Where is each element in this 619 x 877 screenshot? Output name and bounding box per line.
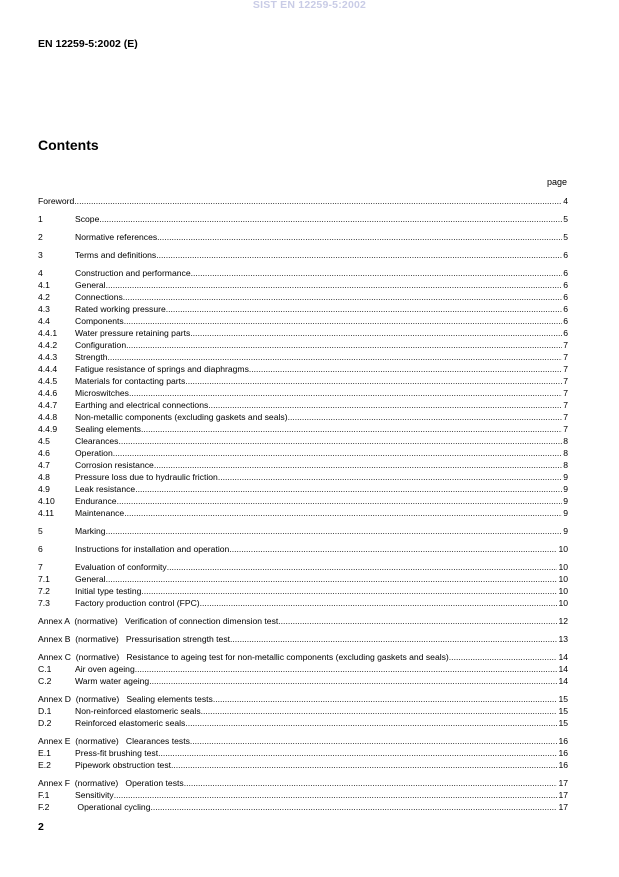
toc-section-number: 3 bbox=[38, 250, 43, 260]
toc-entry[interactable] bbox=[38, 597, 568, 609]
toc-dot-leader bbox=[135, 663, 558, 675]
toc-entry[interactable] bbox=[38, 375, 568, 387]
toc-dot-leader bbox=[124, 507, 562, 519]
toc-page-number: 10 bbox=[558, 562, 568, 572]
toc-page-number: 17 bbox=[558, 790, 568, 800]
toc-section-number: 4.4 bbox=[38, 316, 50, 326]
toc-entry[interactable] bbox=[38, 363, 568, 375]
toc-entry[interactable] bbox=[38, 663, 568, 675]
toc-dot-leader bbox=[106, 525, 563, 537]
toc-entry[interactable] bbox=[38, 303, 568, 315]
toc-dot-leader bbox=[230, 633, 557, 645]
toc-entry[interactable] bbox=[38, 411, 568, 423]
toc-page-number: 7 bbox=[563, 412, 568, 422]
toc-entry[interactable] bbox=[38, 735, 568, 747]
toc-dot-leader bbox=[249, 363, 562, 375]
toc-page-number: 6 bbox=[563, 292, 568, 302]
toc-section-number: 4.5 bbox=[38, 436, 50, 446]
toc-title: Rated working pressure bbox=[75, 304, 166, 314]
toc-title: Water pressure retaining parts bbox=[75, 328, 191, 338]
toc-dot-leader bbox=[106, 279, 563, 291]
toc-entry[interactable] bbox=[38, 717, 568, 729]
toc-entry[interactable] bbox=[38, 231, 568, 243]
toc-entry[interactable] bbox=[38, 615, 568, 627]
toc-section-number: C.1 bbox=[38, 664, 52, 674]
toc-section-number: E.2 bbox=[38, 760, 51, 770]
toc-page-number: 6 bbox=[563, 328, 568, 338]
toc-title: Leak resistance bbox=[75, 484, 136, 494]
toc-section-number: 4.8 bbox=[38, 472, 50, 482]
toc-section-number: 4 bbox=[38, 268, 43, 278]
toc-title: Operation bbox=[75, 448, 113, 458]
toc-title: Foreword bbox=[38, 196, 75, 206]
toc-section-number: 4.10 bbox=[38, 496, 55, 506]
toc-section-number: 4.9 bbox=[38, 484, 50, 494]
toc-page-number: 14 bbox=[558, 652, 568, 662]
toc-page-number: 10 bbox=[558, 586, 568, 596]
toc-dot-leader bbox=[201, 705, 558, 717]
toc-page-number: 7 bbox=[563, 424, 568, 434]
toc-dot-leader bbox=[135, 483, 562, 495]
toc-section-number: 4.4.5 bbox=[38, 376, 58, 386]
toc-dot-leader bbox=[129, 387, 562, 399]
toc-title: Warm water ageing bbox=[75, 676, 150, 686]
toc-dot-leader bbox=[117, 495, 563, 507]
toc-title: Corrosion resistance bbox=[75, 460, 154, 470]
toc-title: Press-fit brushing test bbox=[75, 748, 159, 758]
toc-entry[interactable] bbox=[38, 279, 568, 291]
toc-page-number: 6 bbox=[563, 268, 568, 278]
toc-section-number: 7.3 bbox=[38, 598, 50, 608]
toc-title: Fatigue resistance of springs and diaphragms bbox=[75, 364, 249, 374]
toc-entry[interactable] bbox=[38, 483, 568, 495]
toc-page-number: 6 bbox=[563, 316, 568, 326]
toc-section-number: 2 bbox=[38, 232, 43, 242]
toc-title: General bbox=[75, 280, 106, 290]
toc-entry[interactable] bbox=[38, 633, 568, 645]
toc-dot-leader bbox=[123, 291, 562, 303]
toc-title: Instructions for installation and operation bbox=[75, 544, 230, 554]
page-number: 2 bbox=[38, 821, 44, 833]
toc-dot-leader bbox=[208, 399, 562, 411]
toc-title: Factory production control (FPC) bbox=[75, 598, 200, 608]
toc-title: Endurance bbox=[75, 496, 117, 506]
toc-entry[interactable] bbox=[38, 801, 568, 813]
toc-section-number: 4.1 bbox=[38, 280, 50, 290]
toc-section-number: D.2 bbox=[38, 718, 52, 728]
toc-dot-leader bbox=[106, 573, 558, 585]
toc-page-number: 7 bbox=[563, 352, 568, 362]
toc-entry[interactable] bbox=[38, 471, 568, 483]
toc-dot-leader bbox=[213, 693, 558, 705]
toc-section-number: F.2 bbox=[38, 802, 50, 812]
toc-title: Reinforced elastomeric seals bbox=[75, 718, 186, 728]
toc-dot-leader bbox=[278, 615, 557, 627]
toc-dot-leader bbox=[149, 675, 557, 687]
toc-title: Materials for contacting parts bbox=[75, 376, 186, 386]
toc-page-number: 8 bbox=[563, 436, 568, 446]
toc-dot-leader bbox=[150, 801, 557, 813]
toc-dot-leader bbox=[190, 735, 558, 747]
toc-section-number: 7.2 bbox=[38, 586, 50, 596]
toc-page-number: 8 bbox=[563, 460, 568, 470]
toc-entry[interactable] bbox=[38, 705, 568, 717]
toc-entry[interactable] bbox=[38, 195, 568, 207]
toc-page-number: 4 bbox=[563, 196, 568, 206]
toc-page-number: 8 bbox=[563, 448, 568, 458]
toc-page-number: 6 bbox=[563, 280, 568, 290]
toc-entry[interactable] bbox=[38, 747, 568, 759]
toc-title: Marking bbox=[75, 526, 106, 536]
toc-title: Annex D (normative) Sealing elements tests bbox=[38, 694, 213, 704]
toc-dot-leader bbox=[158, 747, 557, 759]
toc-title: Clearances bbox=[75, 436, 119, 446]
toc-entry[interactable] bbox=[38, 327, 568, 339]
toc-page-number: 7 bbox=[563, 340, 568, 350]
toc-page-number: 7 bbox=[563, 376, 568, 386]
toc-page-number: 7 bbox=[563, 388, 568, 398]
toc-page-number: 12 bbox=[558, 616, 568, 626]
toc-page-number: 9 bbox=[563, 496, 568, 506]
toc-dot-leader bbox=[156, 249, 562, 261]
toc-dot-leader bbox=[108, 351, 563, 363]
toc-section-number: 4.3 bbox=[38, 304, 50, 314]
toc-title: Annex C (normative) Resistance to ageing test for non-metallic components (excluding gaskets and seals) bbox=[38, 652, 449, 662]
toc-entry[interactable] bbox=[38, 291, 568, 303]
toc-page-number: 9 bbox=[563, 508, 568, 518]
contents-heading: Contents bbox=[38, 137, 99, 153]
toc-dot-leader bbox=[229, 543, 557, 555]
toc-entry[interactable] bbox=[38, 777, 568, 789]
toc-page-number: 5 bbox=[563, 232, 568, 242]
toc-page-number: 16 bbox=[558, 748, 568, 758]
toc-page-number: 14 bbox=[558, 664, 568, 674]
toc-dot-leader bbox=[157, 231, 562, 243]
toc-dot-leader bbox=[124, 315, 562, 327]
toc-section-number: 4.4.2 bbox=[38, 340, 58, 350]
toc-entry[interactable] bbox=[38, 249, 568, 261]
toc-page-number: 17 bbox=[558, 802, 568, 812]
toc-page-number: 15 bbox=[558, 706, 568, 716]
toc-page-number: 6 bbox=[563, 304, 568, 314]
toc-page-number: 15 bbox=[558, 718, 568, 728]
toc-title: Pressure loss due to hydraulic friction bbox=[75, 472, 218, 482]
toc-section-number: 4.4.3 bbox=[38, 352, 58, 362]
toc-page-number: 9 bbox=[563, 484, 568, 494]
toc-title: Evaluation of conformity bbox=[75, 562, 167, 572]
toc-dot-leader bbox=[154, 459, 562, 471]
toc-title: Annex F (normative) Operation tests bbox=[38, 778, 184, 788]
toc-title: Earthing and electrical connections bbox=[75, 400, 209, 410]
toc-entry[interactable] bbox=[38, 561, 568, 573]
toc-dot-leader bbox=[126, 339, 562, 351]
toc-dot-leader bbox=[449, 651, 558, 663]
toc-dot-leader bbox=[171, 759, 557, 771]
toc-section-number: 7 bbox=[38, 562, 43, 572]
toc-entry[interactable] bbox=[38, 315, 568, 327]
toc-section-number: 4.4.9 bbox=[38, 424, 58, 434]
toc-title: Operational cycling bbox=[75, 802, 151, 812]
toc-page-number: 13 bbox=[558, 634, 568, 644]
toc-entry[interactable] bbox=[38, 267, 568, 279]
toc-page-number: 7 bbox=[563, 400, 568, 410]
toc-entry[interactable] bbox=[38, 459, 568, 471]
toc-dot-leader bbox=[114, 789, 558, 801]
toc-title: Terms and definitions bbox=[75, 250, 157, 260]
toc-entry[interactable] bbox=[38, 573, 568, 585]
toc-page-number: 16 bbox=[558, 760, 568, 770]
toc-title: Maintenance bbox=[75, 508, 125, 518]
toc-page-number: 5 bbox=[563, 214, 568, 224]
toc-title: Sealing elements bbox=[75, 424, 141, 434]
toc-section-number: D.1 bbox=[38, 706, 52, 716]
toc-entry[interactable] bbox=[38, 399, 568, 411]
toc-dot-leader bbox=[288, 411, 563, 423]
toc-dot-leader bbox=[218, 471, 562, 483]
toc-title: Non-metallic components (excluding gaskets and seals) bbox=[75, 412, 288, 422]
toc-section-number: 4.4.8 bbox=[38, 412, 58, 422]
watermark: SIST EN 12259-5:2002 bbox=[252, 0, 367, 11]
document-id: EN 12259-5:2002 (E) bbox=[38, 38, 138, 50]
toc-entry[interactable] bbox=[38, 495, 568, 507]
toc-title: Annex E (normative) Clearances tests bbox=[38, 736, 190, 746]
toc-dot-leader bbox=[167, 561, 558, 573]
toc-page-number: 16 bbox=[558, 736, 568, 746]
toc-dot-leader bbox=[166, 303, 562, 315]
toc-title: Initial type testing bbox=[75, 586, 142, 596]
table-of-contents bbox=[38, 195, 568, 813]
toc-section-number: F.1 bbox=[38, 790, 50, 800]
toc-title: Pipework obstruction test bbox=[75, 760, 172, 770]
toc-page-number: 14 bbox=[558, 676, 568, 686]
toc-title: Annex A (normative) Verification of connection dimension test bbox=[38, 616, 279, 626]
toc-page-number: 17 bbox=[558, 778, 568, 788]
toc-dot-leader bbox=[113, 447, 562, 459]
toc-dot-leader bbox=[141, 423, 562, 435]
toc-title: Strength bbox=[75, 352, 108, 362]
toc-dot-leader bbox=[184, 777, 558, 789]
toc-page-number: 15 bbox=[558, 694, 568, 704]
toc-dot-leader bbox=[200, 597, 558, 609]
toc-dot-leader bbox=[141, 585, 557, 597]
toc-dot-leader bbox=[185, 717, 557, 729]
toc-entry[interactable] bbox=[38, 693, 568, 705]
toc-section-number: E.1 bbox=[38, 748, 51, 758]
toc-page-number: 10 bbox=[558, 598, 568, 608]
page-column-label: page bbox=[546, 177, 567, 187]
toc-entry[interactable] bbox=[38, 789, 568, 801]
toc-title: Connections bbox=[75, 292, 123, 302]
toc-title: Normative references bbox=[75, 232, 158, 242]
toc-section-number: 4.4.1 bbox=[38, 328, 58, 338]
toc-section-number: 5 bbox=[38, 526, 43, 536]
toc-entry[interactable] bbox=[38, 507, 568, 519]
toc-entry[interactable] bbox=[38, 339, 568, 351]
toc-page-number: 10 bbox=[558, 544, 568, 554]
toc-dot-leader bbox=[99, 213, 562, 225]
toc-entry[interactable] bbox=[38, 525, 568, 537]
toc-section-number: 1 bbox=[38, 214, 43, 224]
toc-page-number: 9 bbox=[563, 472, 568, 482]
toc-entry[interactable] bbox=[38, 213, 568, 225]
toc-page-number: 10 bbox=[558, 574, 568, 584]
toc-page-number: 7 bbox=[563, 364, 568, 374]
toc-dot-leader bbox=[191, 267, 563, 279]
toc-entry[interactable] bbox=[38, 651, 568, 663]
toc-section-number: 4.6 bbox=[38, 448, 50, 458]
toc-entry[interactable] bbox=[38, 435, 568, 447]
toc-dot-leader bbox=[190, 327, 562, 339]
toc-entry[interactable] bbox=[38, 543, 568, 555]
toc-title: Components bbox=[75, 316, 124, 326]
toc-section-number: 4.11 bbox=[38, 508, 55, 518]
toc-entry[interactable] bbox=[38, 447, 568, 459]
toc-title: Non-reinforced elastomeric seals bbox=[75, 706, 201, 716]
toc-title: Air oven ageing bbox=[75, 664, 135, 674]
toc-entry[interactable] bbox=[38, 351, 568, 363]
toc-title: Construction and performance bbox=[75, 268, 191, 278]
toc-section-number: 4.4.6 bbox=[38, 388, 58, 398]
toc-section-number: 4.2 bbox=[38, 292, 50, 302]
toc-section-number: 6 bbox=[38, 544, 43, 554]
toc-page-number: 6 bbox=[563, 250, 568, 260]
toc-section-number: 4.7 bbox=[38, 460, 50, 470]
toc-title: Configuration bbox=[75, 340, 127, 350]
toc-entry[interactable] bbox=[38, 585, 568, 597]
toc-section-number: 4.4.4 bbox=[38, 364, 58, 374]
toc-entry[interactable] bbox=[38, 759, 568, 771]
toc-dot-leader bbox=[185, 375, 562, 387]
toc-entry[interactable] bbox=[38, 387, 568, 399]
toc-title: General bbox=[75, 574, 106, 584]
toc-entry[interactable] bbox=[38, 423, 568, 435]
toc-entry[interactable] bbox=[38, 675, 568, 687]
toc-title: Scope bbox=[75, 214, 100, 224]
toc-page-number: 9 bbox=[563, 526, 568, 536]
toc-title: Annex B (normative) Pressurisation strength test bbox=[38, 634, 231, 644]
toc-dot-leader bbox=[74, 195, 562, 207]
toc-section-number: 7.1 bbox=[38, 574, 50, 584]
toc-title: Microswitches bbox=[75, 388, 129, 398]
toc-section-number: 4.4.7 bbox=[38, 400, 58, 410]
toc-title: Sensitivity bbox=[75, 790, 114, 800]
toc-section-number: C.2 bbox=[38, 676, 52, 686]
toc-dot-leader bbox=[118, 435, 562, 447]
